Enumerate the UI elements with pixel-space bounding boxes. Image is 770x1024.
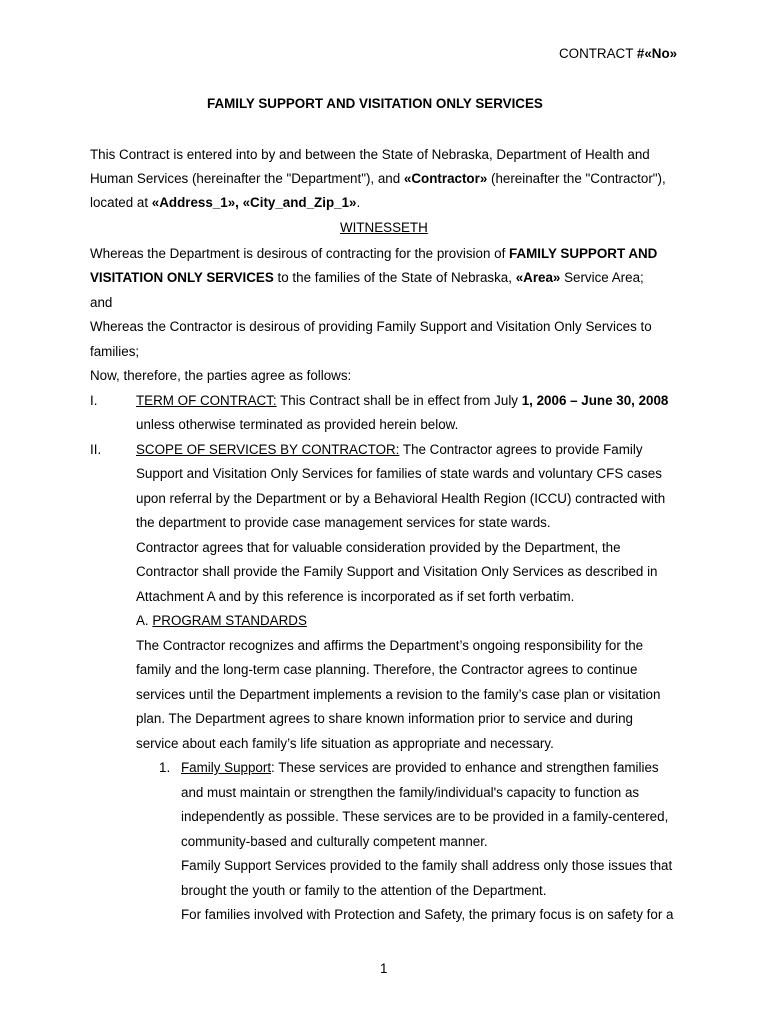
whereas-line: and bbox=[90, 295, 113, 310]
program-standards-line: service about each family’s life situation as appropriate and necessary. bbox=[136, 736, 554, 751]
family-support-line: brought the youth or family to the attention of the Department. bbox=[181, 883, 547, 898]
family-support-line: Family Support: These services are provided to enhance and strengthen families bbox=[181, 760, 659, 775]
document-title: FAMILY SUPPORT AND VISITATION ONLY SERVICES bbox=[207, 96, 543, 111]
family-support-line: For families involved with Protection and Safety, the primary focus is on safety for a bbox=[181, 907, 674, 922]
whereas-line: VISITATION ONLY SERVICES to the families of the State of Nebraska, «Area» Service Area; bbox=[90, 270, 644, 285]
program-standards-line: The Contractor recognizes and affirms the Department’s ongoing responsibility for the bbox=[136, 638, 644, 653]
family-support-line: Family Support Services provided to the family shall address only those issues that bbox=[181, 858, 673, 873]
program-standards-line: plan. The Department agrees to share known information prior to service and during bbox=[136, 711, 633, 726]
family-support-line: community-based and culturally competent manner. bbox=[181, 834, 488, 849]
family-support-line: independently as possible. These services are to be provided in a family-centered, bbox=[181, 809, 669, 824]
section-line: Attachment A and by this reference is incorporated as if set forth verbatim. bbox=[136, 589, 575, 604]
page-number: 1 bbox=[380, 961, 388, 976]
intro-line: Human Services (hereinafter the "Department"), and «Contractor» (hereinafter the "Contractor"), bbox=[90, 171, 666, 186]
agreement-line: Now, therefore, the parties agree as follows: bbox=[90, 368, 352, 383]
section-line: the department to provide case management services for state wards. bbox=[136, 515, 551, 530]
section-number: I. bbox=[90, 393, 98, 408]
section-line: upon referral by the Department or by a Behavioral Health Region (ICCU) contracted with bbox=[136, 491, 666, 506]
intro-line: This Contract is entered into by and between the State of Nebraska, Department of Health and bbox=[90, 147, 650, 162]
family-support-line: and must maintain or strengthen the family/individual's capacity to function as bbox=[181, 785, 640, 800]
section-line: unless otherwise terminated as provided herein below. bbox=[136, 417, 459, 432]
list-number: 1. bbox=[159, 760, 171, 775]
whereas-line: families; bbox=[90, 344, 140, 359]
program-standards-line: family and the long-term case planning. Therefore, the Contractor agrees to continue bbox=[136, 662, 638, 677]
section-line: Contractor shall provide the Family Support and Visitation Only Services as described in bbox=[136, 564, 658, 579]
program-standards-heading: A. PROGRAM STANDARDS bbox=[136, 613, 307, 628]
section-line: SCOPE OF SERVICES BY CONTRACTOR: The Contractor agrees to provide Family bbox=[136, 442, 643, 457]
section-number: II. bbox=[90, 442, 102, 457]
program-standards-line: services until the Department implements a revision to the family’s case plan or visitation bbox=[136, 687, 661, 702]
whereas-line: Whereas the Contractor is desirous of providing Family Support and Visitation Only Services to bbox=[90, 319, 652, 334]
section-line: Contractor agrees that for valuable consideration provided by the Department, the bbox=[136, 540, 621, 555]
whereas-line: Whereas the Department is desirous of contracting for the provision of FAMILY SUPPORT AND bbox=[90, 246, 658, 261]
section-line: Support and Visitation Only Services for families of state wards and voluntary CFS cases bbox=[136, 466, 662, 481]
witnesseth-heading: WITNESSETH bbox=[340, 220, 428, 235]
section-line: TERM OF CONTRACT: This Contract shall be in effect from July 1, 2006 – June 30, 2008 bbox=[136, 393, 669, 408]
intro-line: located at «Address_1», «City_and_Zip_1». bbox=[90, 195, 361, 210]
contract-number: CONTRACT #«No» bbox=[559, 46, 678, 61]
